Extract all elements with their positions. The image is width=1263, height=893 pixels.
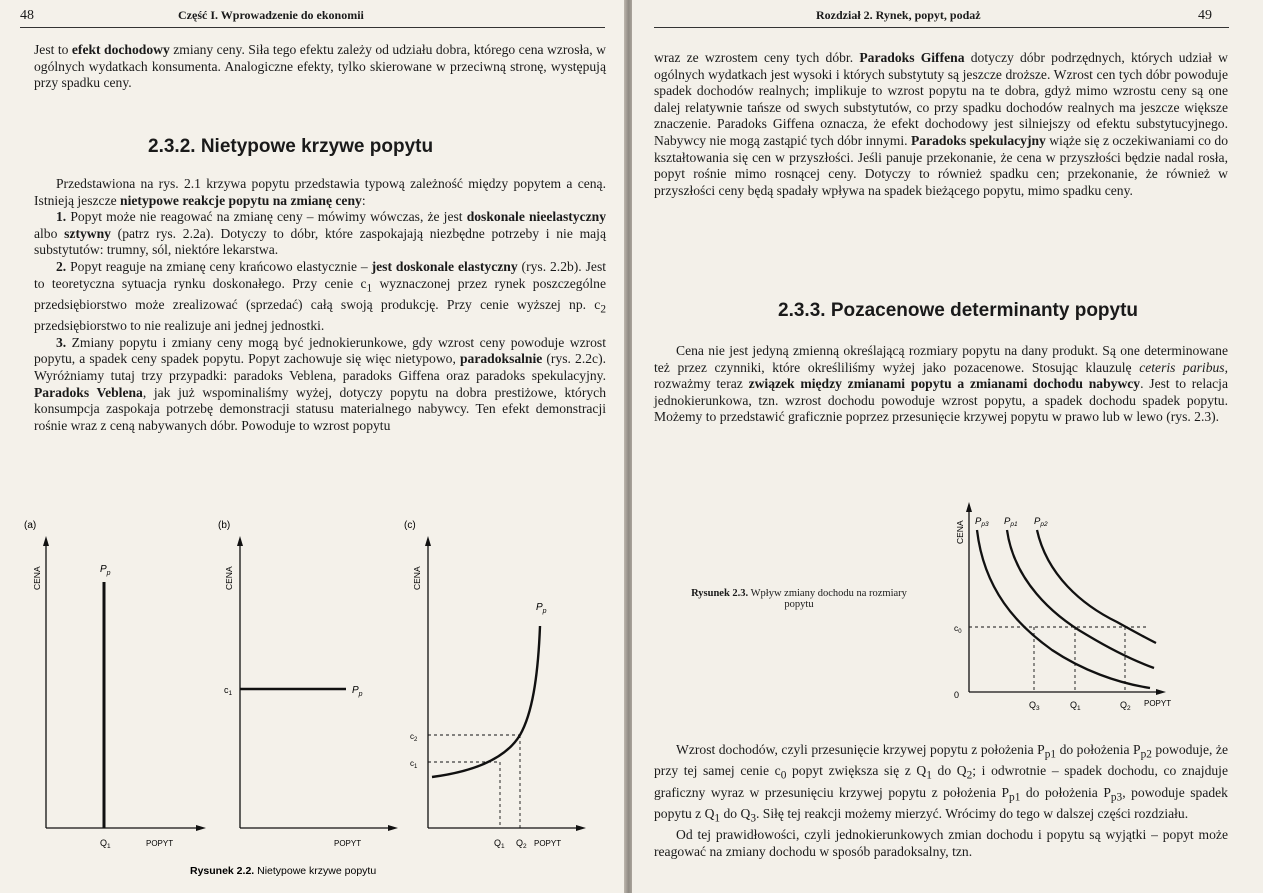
axis-label-x: POPYT	[334, 839, 362, 848]
left-running-header: Część I. Wprowadzenie do ekonomii	[178, 8, 364, 22]
paragraph: 3. Zmiany popytu i zmiany ceny mogą być jednokierunkowe, gdy wzrost ceny powoduje wzrost popytu, a spadek ceny spadek popytu. Popyt zachowuje się więc nietypowo, paradoksalnie (rys. 2.2c). Wyróżniamy tutaj trzy przypadki: paradoks Veblena, paradoks Giffena oraz paradoks spekulacyjny. Paradoks Veblena, jak już wspominaliśmy wyżej, dotyczy popytu na dobra prestiżowe, których konsumpcja zaspokaja potrzebę demonstracji statusu materialnego nabywcy. Ten efekt demonstracji rośnie wraz z ceną nabywanych dóbr. Powoduje to wzrost popytu	[34, 334, 606, 433]
left-header-rule	[20, 27, 605, 28]
panel-label-b: (b)	[218, 520, 231, 531]
paragraph: 2. Popyt reaguje na zmianę ceny krańcowo elastycznie – jest doskonale elastyczny (rys. 2.2b). Jest to teoretyczna sytuacja rynku doskonałego. Przy cenie $c_1$ wyznaczonej przez rynek poszczególne przedsiębiorstwo może zrealizować (sprzedać) całą swoją produkcję. Przy cenie wyższej np. $c_2$ przedsiębiorstwo to nie realizuje ani jednej jednostki.	[34, 258, 607, 334]
p2-label: $P_{p2}$	[1034, 516, 1048, 528]
paragraph: Od tej prawidłowości, czyli jednokierunkowych zmian dochodu i popytu są wyjątki – popyt może reagować na zmiany dochodu w sposób paradoksalny, tzn.	[654, 827, 1228, 859]
q1-label: $Q_1$	[1070, 700, 1081, 712]
panel-a	[32, 536, 206, 850]
q2-label: $Q_2$	[516, 838, 527, 850]
c0-label: $c_0$	[954, 623, 962, 635]
q3-label: $Q_3$	[1029, 700, 1040, 712]
right-body-top	[654, 50, 1228, 199]
axis-label-x: POPYT	[146, 839, 174, 848]
left-body	[34, 176, 606, 434]
panel-label-c: (c)	[404, 520, 416, 531]
intro-paragraph: Jest to efekt dochodowy zmiany ceny. Siła tego efektu zależy od udziału dobra, którego cena wzrosła, w ogólnych wydatkach konsumenta. Analogiczne efekty, tylko skierowane w przeciwną stronę, występują przy spadku ceny.	[34, 42, 606, 91]
q1-label: $Q_1$	[100, 838, 111, 850]
y-axis-arrow	[966, 502, 972, 512]
axis-label-y: CENA	[955, 520, 965, 544]
figure-2-2-caption: Rysunek 2.2. Nietypowe krzywe popytu	[190, 865, 377, 877]
p3-label: $P_{p3}$	[975, 516, 989, 528]
curve-label: $P_p$	[352, 685, 363, 698]
axis-label-y: CENA	[412, 566, 422, 590]
c1-label: $c_1$	[224, 685, 233, 697]
q2-label: $Q_2$	[1120, 700, 1131, 712]
axis-label-x: POPYT	[534, 839, 562, 848]
paragraph: Przedstawiona na rys. 2.1 krzywa popytu przedstawia typową zależność między popytem a ceną. Istnieją jeszcze nietypowe reakcje popytu na zmianę ceny:	[34, 176, 606, 208]
figure-2-3	[922, 500, 1263, 720]
axis-label-y: CENA	[32, 566, 42, 590]
right-body-bottom	[654, 742, 1228, 860]
origin-label: 0	[954, 690, 960, 700]
axis-label-x: POPYT	[1144, 699, 1172, 708]
q1-label: $Q_1$	[494, 838, 505, 850]
section-title-233: 2.3.3. Pozacenowe determinanty popytu	[778, 300, 1139, 321]
right-body-mid	[654, 343, 1228, 426]
c2-label: $c_2$	[410, 732, 418, 743]
x-axis-arrow	[576, 825, 586, 831]
curve-label: $P_p$	[536, 602, 547, 615]
paragraph: wraz ze wzrostem ceny tych dóbr. Paradoks Giffena dotyczy dóbr podrzędnych, których udział w ogólnych wydatkach jest wysoki i których substytuty są jeszcze droższe. Wzrost cen tych dóbr powoduje spadek dochodów realnych; implikuje to wzrost popytu na te dobra, gdyż mimo wzrostu ceny są one dalej relatywnie tańsze od swych substytutów, co przy spadku dochodów realnych ma jeszcze większe znaczenie. Paradoks Giffena oznacza, że efekt dochodowy jest silniejszy od efektu substytucyjnego. Nabywcy nie mogą zastąpić tych dóbr innymi. Paradoks spekulacyjny wiąże się z oczekiwaniami co do kształtowania się cen w przyszłości. Jeśli panuje przekonanie, że cena w przyszłości będzie nadal rosła, popyt rośnie mimo rosnącej ceny. Dotyczy to również spadku cen; przekonanie, że również w przyszłości ceny będą spadały wpływa na spadek bieżącego popytu, mimo spadku ceny.	[654, 50, 1228, 198]
paragraph: Cena nie jest jedyną zmienną określającą rozmiary popytu na dany produkt. Są one determinowane też przez czynniki, które określiliśmy wyżej jako pozacenowe. Stosując klauzulę ceteris paribus, rozważmy teraz związek między zmianami popytu a zmianami dochodu nabywcy. Jest to relacja jednokierunkowa, tzn. wzrost dochodu powoduje wzrost popytu, a spadek dochodu spadek popytu. Możemy to przedstawić graficznie poprzez przesunięcie krzywej popytu w prawo lub w lewo (rys. 2.3).	[654, 343, 1228, 425]
section-title-232: 2.3.2. Nietypowe krzywe popytu	[148, 136, 434, 157]
paragraph: Wzrost dochodów, czyli przesunięcie krzywej popytu z położenia $P_{p1}$ do położenia $P_{p2}$ powoduje, że przy tej samej cenie $c_0$ popyt zwiększa się z $Q_1$ do $Q_2$; i odwrotnie – spadek dochodu, co znajduje graficzny wyraz w przesunięciu krzywej popytu z położenia $P_{p1}$ do położenia $P_{p3}$, powoduje spadek popytu z $Q_1$ do $Q_3$. Siłę tej reakcji możemy mierzyć. Wrócimy do tego w dalszej części rozdziału.	[654, 742, 1229, 825]
demand-curve-p3	[977, 530, 1150, 688]
axis-label-y: CENA	[224, 566, 234, 590]
panel-label-a: (a)	[24, 520, 37, 531]
right-page	[632, 0, 1263, 893]
figure-2-3-caption: Rysunek 2.3. Wpływ zmiany dochodu na rozmiary popytu	[691, 588, 907, 610]
y-axis-arrow	[43, 536, 49, 546]
c1-label: $c_1$	[410, 759, 418, 770]
figure-2-2	[0, 510, 626, 893]
panel-c	[410, 536, 586, 850]
right-header-rule	[654, 27, 1229, 28]
y-axis-arrow	[237, 536, 243, 546]
left-intro	[34, 42, 606, 92]
left-page-number: 48	[20, 8, 34, 23]
right-page-number: 49	[1198, 8, 1212, 23]
x-axis-arrow	[196, 825, 206, 831]
right-running-header: Rozdział 2. Rynek, popyt, podaż	[816, 8, 981, 22]
panel-b	[224, 536, 398, 848]
paragraph: 1. Popyt może nie reagować na zmianę ceny – mówimy wówczas, że jest doskonale nieelastyczny albo sztywny (patrz rys. 2.2a). Dotyczy to dóbr, które zaspokajają niezbędne potrzeby i nie mają substytutów: trumny, sól, niektóre lekarstwa.	[34, 209, 606, 258]
y-axis-arrow	[425, 536, 431, 546]
x-axis-arrow	[388, 825, 398, 831]
curve-label: $P_p$	[100, 564, 111, 577]
p1-label: $P_{p1}$	[1004, 516, 1018, 528]
demand-curve-p2	[1037, 530, 1156, 643]
x-axis-arrow	[1156, 689, 1166, 695]
left-page	[0, 0, 626, 893]
demand-curve-rising	[432, 626, 540, 777]
